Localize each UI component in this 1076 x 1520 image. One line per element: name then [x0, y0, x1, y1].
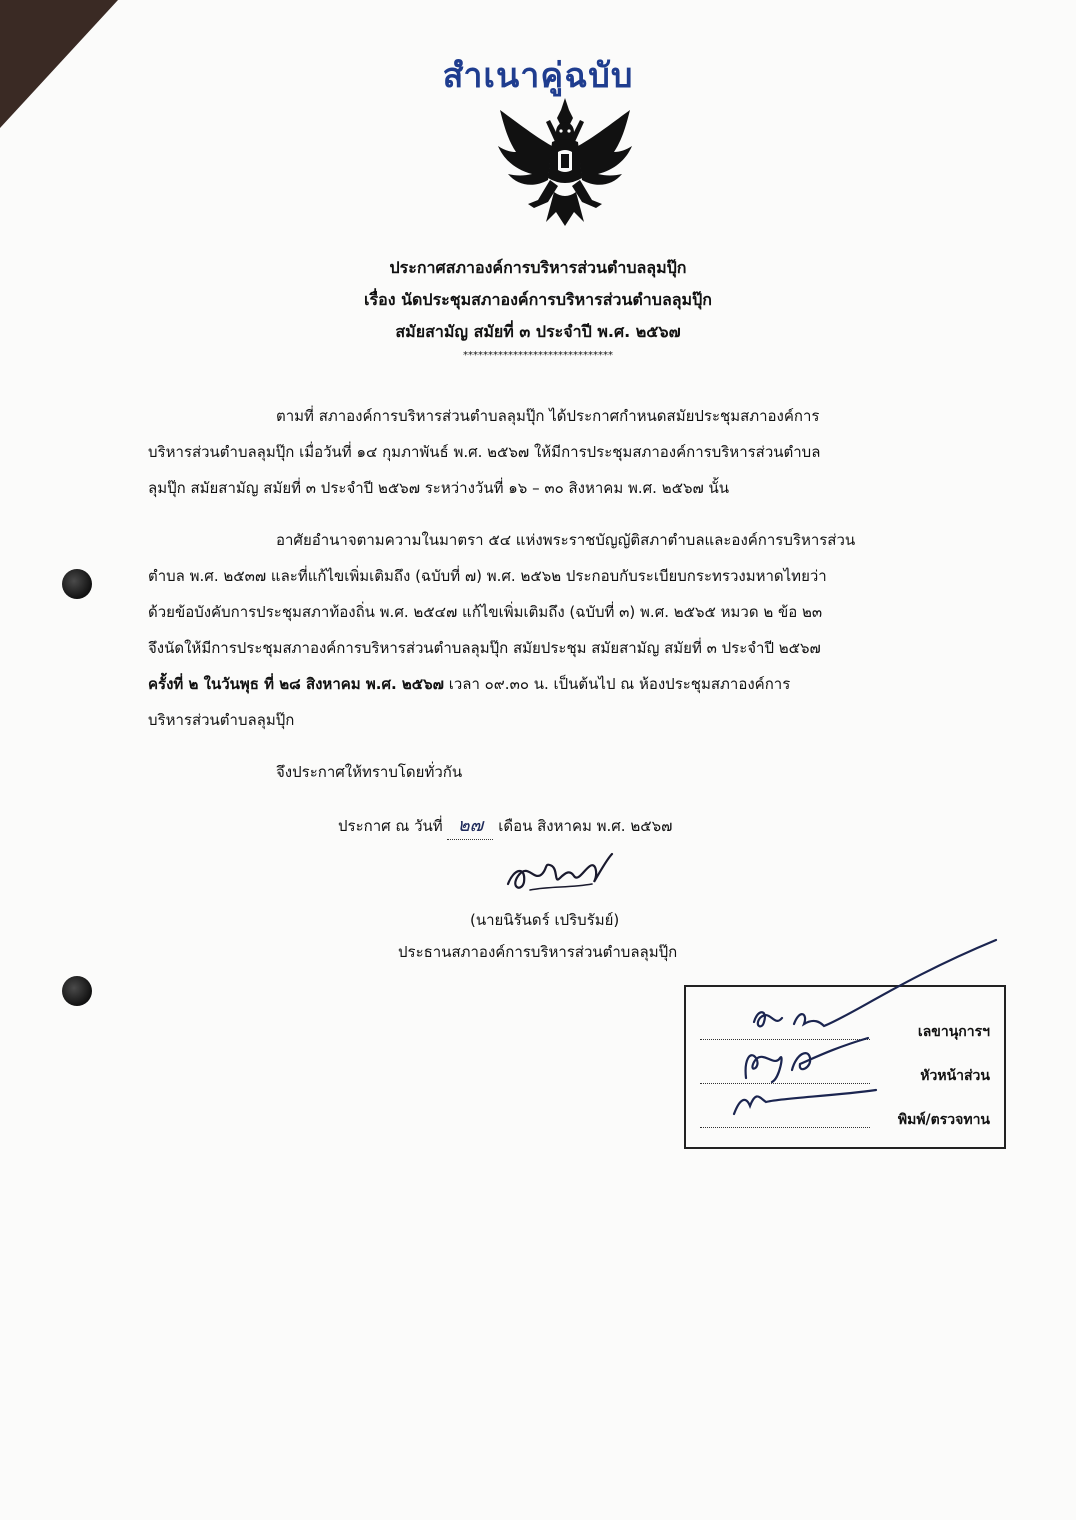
- chairman-signature: [500, 848, 616, 896]
- meeting-date-line: [148, 672, 790, 696]
- date-suffix: เดือน สิงหาคม พ.ศ. ๒๕๖๗: [498, 817, 673, 835]
- date-prefix: ประกาศ ณ วันที่: [338, 817, 443, 835]
- copy-stamp: สำเนาคู่ฉบับ: [442, 56, 634, 96]
- routing-initials: [684, 938, 1004, 1128]
- paragraph-1-line: ลุมปุ๊ก สมัยสามัญ สมัยที่ ๓ ประจำปี ๒๕๖๗ ระหว่างวันที่ ๑๖ – ๓๐ สิงหาคม พ.ศ. ๒๕๖๗ นั้น: [148, 479, 730, 497]
- garuda-emblem-icon: [494, 96, 636, 228]
- handwritten-day: ๒๗: [447, 810, 493, 840]
- meeting-date-bold: ครั้งที่ ๒ ในวันพุธ ที่ ๒๘ สิงหาคม พ.ศ. ๒๕๖๗: [148, 675, 444, 693]
- meeting-time-location: เวลา ๐๙.๓๐ น. เป็นต้นไป ณ ห้องประชุมสภาองค์การ: [443, 675, 791, 693]
- routing-label: หัวหน้าส่วน: [920, 1068, 990, 1084]
- paragraph-2-line: บริหารส่วนตำบลลุมปุ๊ก: [148, 711, 295, 729]
- paragraph-1-line: ตามที่ สภาองค์การบริหารส่วนตำบลลุมปุ๊ก ได้ประกาศกำหนดสมัยประชุมสภาองค์การ: [276, 407, 820, 425]
- announcement-title: ประกาศสภาองค์การบริหารส่วนตำบลลุมปุ๊ก: [389, 258, 687, 277]
- announcement-date: [338, 810, 672, 840]
- session-line: สมัยสามัญ สมัยที่ ๓ ประจำปี พ.ศ. ๒๕๖๗: [395, 322, 681, 341]
- punch-hole: [62, 976, 92, 1006]
- paragraph-2-line: อาศัยอำนาจตามความในมาตรา ๕๔ แห่งพระราชบัญญัติสภาตำบลและองค์การบริหารส่วน: [276, 531, 856, 549]
- paragraph-1-line: บริหารส่วนตำบลลุมปุ๊ก เมื่อวันที่ ๑๔ กุมภาพันธ์ พ.ศ. ๒๕๖๗ ให้มีการประชุมสภาองค์การบริหารส่วนตำบล: [148, 443, 821, 461]
- routing-label: เลขานุการฯ: [917, 1024, 990, 1040]
- closing-line: จึงประกาศให้ทราบโดยทั่วกัน: [276, 763, 463, 781]
- subject-line: เรื่อง นัดประชุมสภาองค์การบริหารส่วนตำบลลุมปุ๊ก: [364, 290, 712, 309]
- signatory-position: ประธานสภาองค์การบริหารส่วนตำบลลุมปุ๊ก: [398, 943, 678, 961]
- signatory-name: (นายนิรันดร์ เปริบรัมย์): [470, 911, 620, 929]
- paragraph-2-line: จึงนัดให้มีการประชุมสภาองค์การบริหารส่วนตำบลลุมปุ๊ก สมัยประชุม สมัยสามัญ สมัยที่ ๓ ประจำปี ๒๕๖๗: [148, 639, 821, 657]
- punch-hole: [62, 569, 92, 599]
- heading-divider: ******************************: [463, 350, 613, 361]
- paragraph-2-line: ตำบล พ.ศ. ๒๕๓๗ และที่แก้ไขเพิ่มเติมถึง (ฉบับที่ ๗) พ.ศ. ๒๕๖๒ ประกอบกับระเบียบกระทรวงมหาดไทยว่า: [148, 567, 827, 585]
- routing-label: พิมพ์/ตรวจทาน: [897, 1112, 990, 1128]
- paragraph-2-line: ด้วยข้อบังคับการประชุมสภาท้องถิ่น พ.ศ. ๒๕๔๗ แก้ไขเพิ่มเติมถึง (ฉบับที่ ๓) พ.ศ. ๒๕๖๕ หมวด ๒ ข้อ ๒๓: [148, 603, 823, 621]
